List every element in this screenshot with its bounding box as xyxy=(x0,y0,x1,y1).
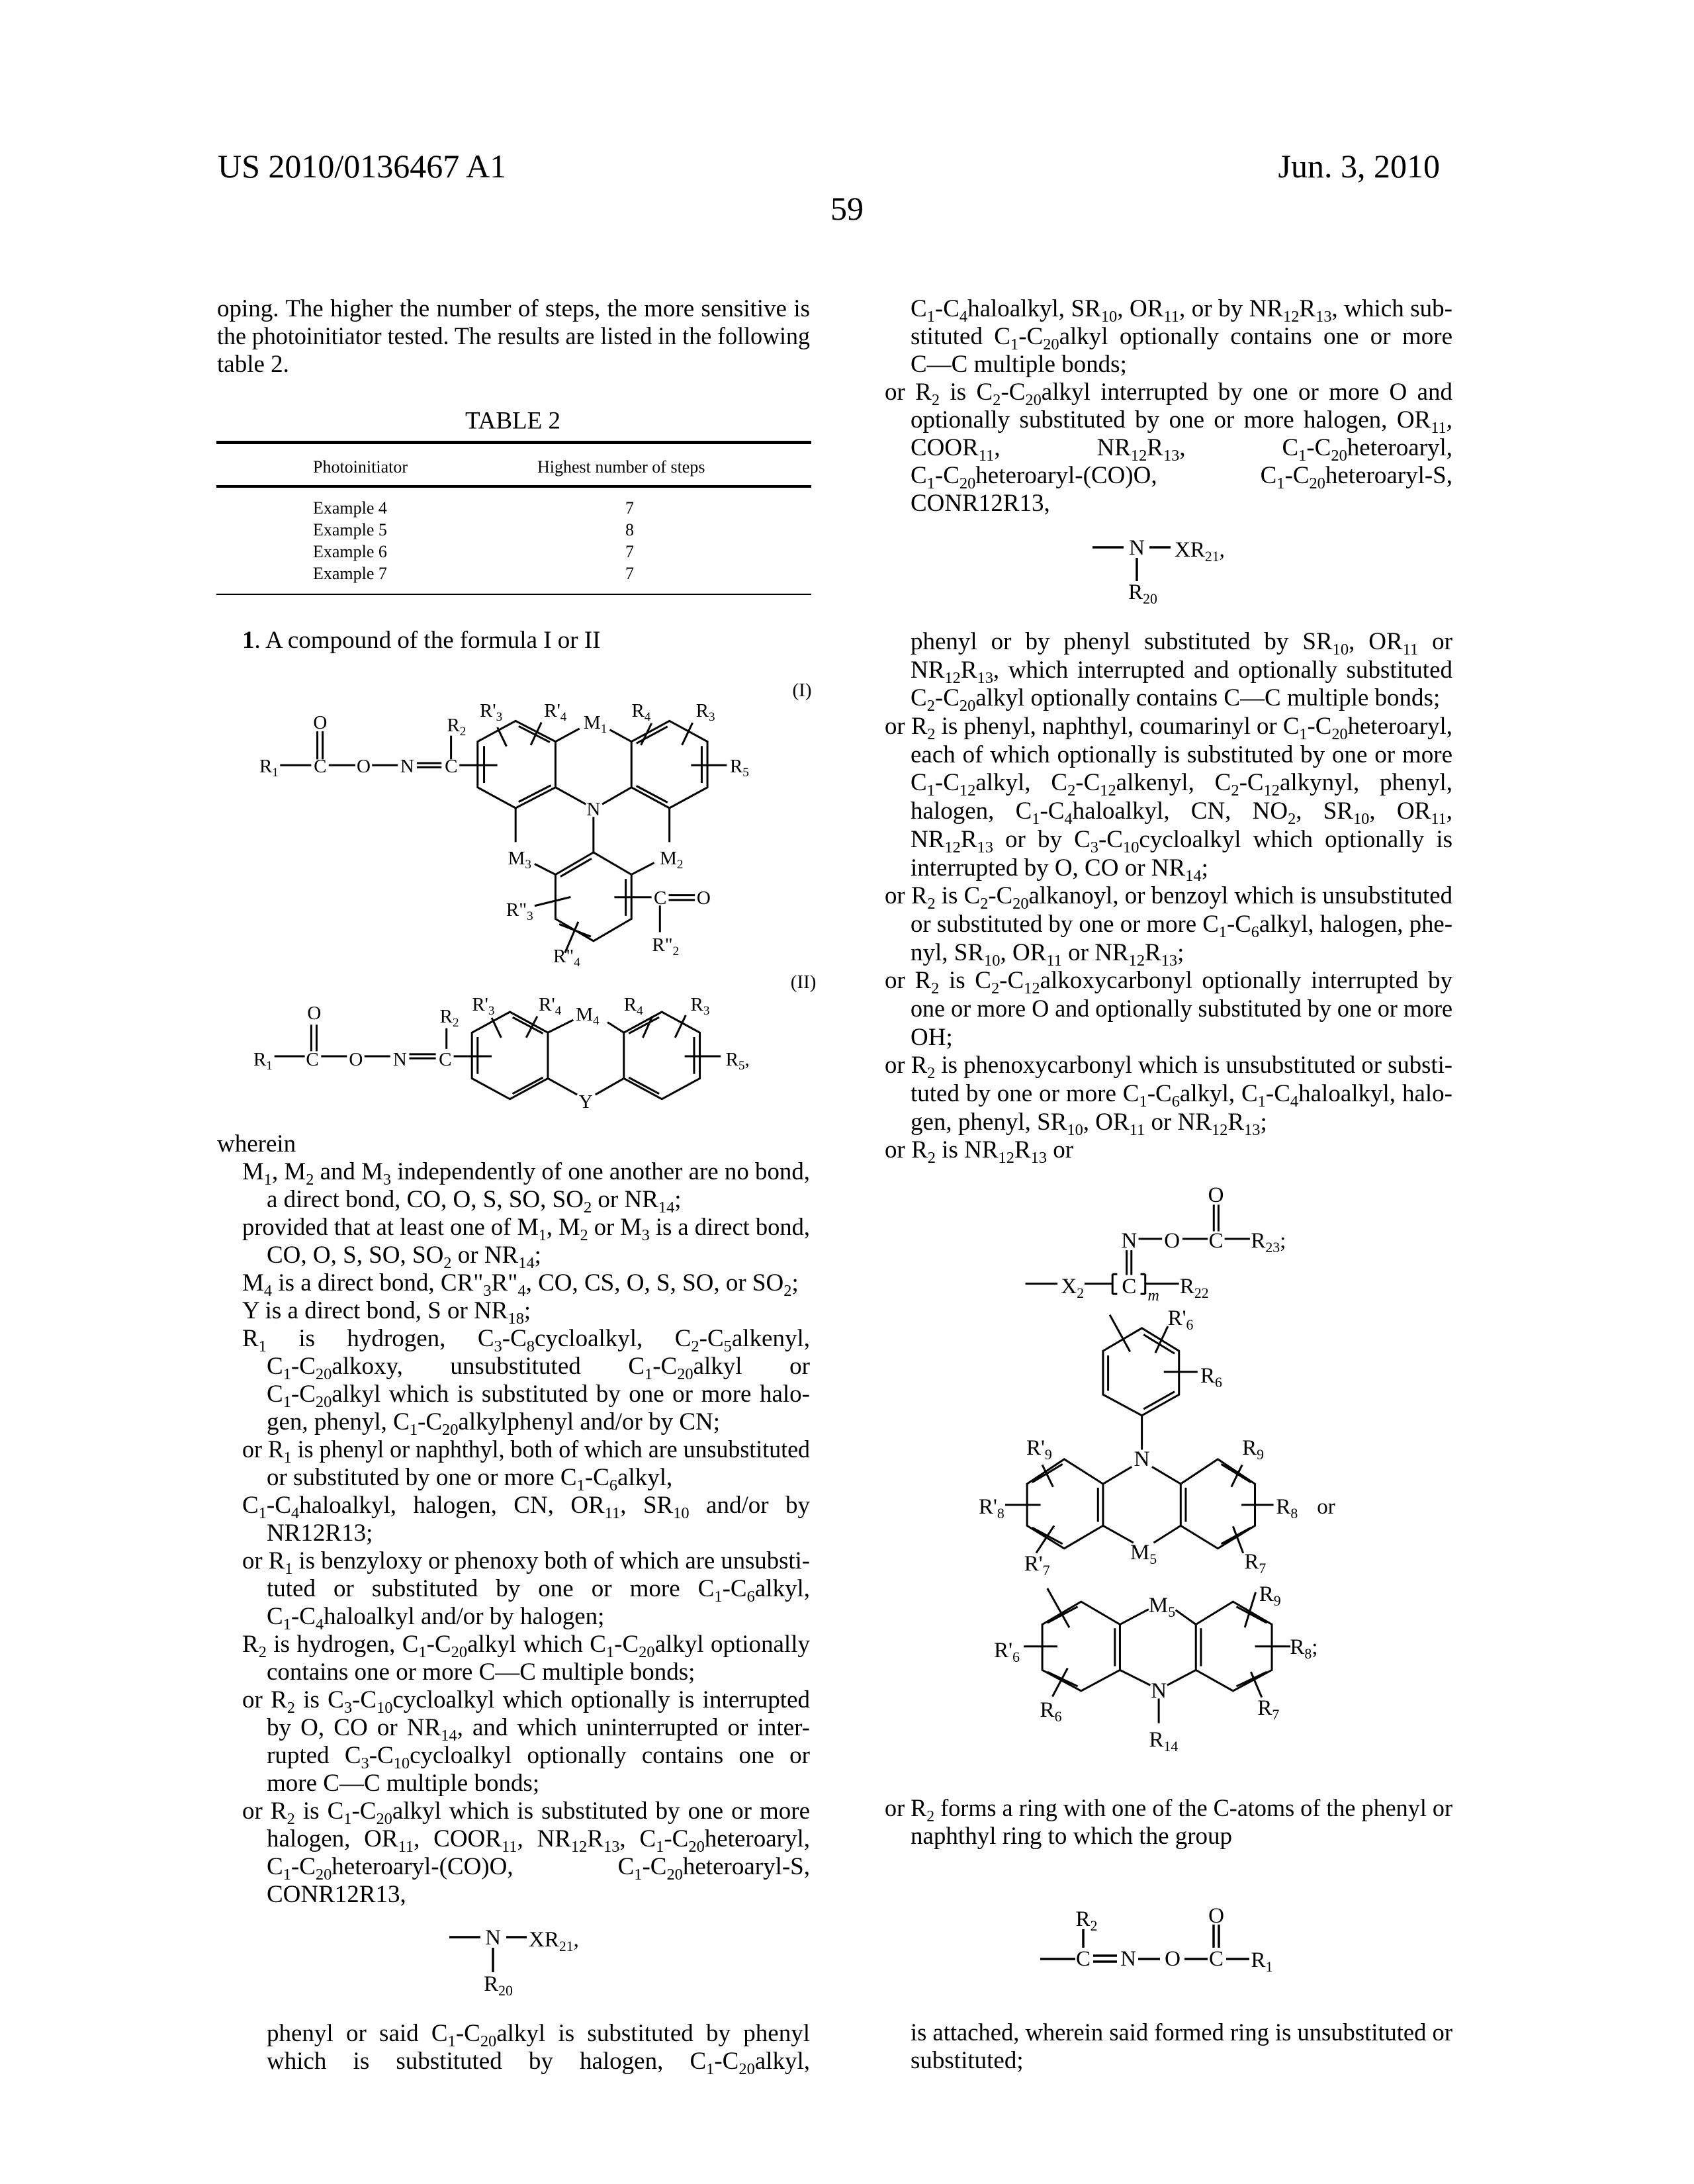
text-line-content: R2 is hydrogen, C1-C20alkyl which C1-C20alkyl optionally xyxy=(242,1631,810,1659)
paragraph xyxy=(217,1158,810,1214)
atom-label: R23; xyxy=(1251,1231,1286,1251)
atom-label: O xyxy=(307,1003,321,1023)
text-line xyxy=(267,1881,810,1909)
claim-1-intro xyxy=(242,627,601,655)
atom-label: XR21, xyxy=(529,1930,579,1950)
paragraph xyxy=(217,1547,810,1631)
repeat-index: m xyxy=(1148,1286,1159,1306)
text-line xyxy=(911,911,1452,939)
text-line-content: C1-C4haloalkyl, halogen, CN, OR11, SR10 and/or by xyxy=(242,1492,810,1520)
text-line xyxy=(242,1297,810,1325)
publication-number: US 2010/0136467 A1 xyxy=(218,147,506,185)
paragraph xyxy=(885,2019,1452,2075)
atom-label: R'4 xyxy=(544,701,566,721)
text-line xyxy=(911,295,1452,323)
atom-label: R'6 xyxy=(1168,1308,1194,1328)
text-line xyxy=(267,1825,810,1853)
claim-number: 1 xyxy=(242,627,255,654)
claim-text: . A compound of the formula I or II xyxy=(255,627,601,654)
paragraph xyxy=(217,1214,810,1269)
atom-label: R6 xyxy=(1200,1366,1222,1386)
atom-label: R6 xyxy=(1040,1700,1062,1720)
text-line xyxy=(911,826,1452,854)
paragraph xyxy=(217,1436,810,1492)
text-line-content: or R2 is C2-C20alkyl interrupted by one or more O and xyxy=(885,379,1452,406)
text-line xyxy=(911,797,1452,826)
text-line-content: OH; xyxy=(911,1024,953,1052)
atom-label: R7 xyxy=(1257,1698,1279,1718)
formula-II-tag: (II) xyxy=(791,972,817,992)
r2-substituent-structures xyxy=(873,1165,1403,1760)
text-line xyxy=(911,939,1452,968)
text-line-content: nyl, SR10, OR11 or NR12R13; xyxy=(911,939,1184,968)
atom-label: R2 xyxy=(1076,1909,1098,1929)
atom-label: C xyxy=(306,1050,318,1069)
text-line-content: Y is a direct bond, S or NR18; xyxy=(242,1297,531,1325)
text-line-content: or R2 is C3-C10cycloalkyl which optionally is interrupted xyxy=(242,1686,810,1714)
atom-label: R7 xyxy=(1244,1552,1266,1572)
text-line xyxy=(242,1325,810,1353)
atom-label: R3 xyxy=(696,701,715,721)
claim-definitions-right-b xyxy=(885,628,1452,1165)
page-number: 59 xyxy=(830,189,864,228)
text-line xyxy=(267,1464,810,1492)
atom-label: R22 xyxy=(1180,1277,1209,1297)
paragraph xyxy=(885,379,1452,518)
atom-label: M3 xyxy=(508,848,531,868)
wherein-label: wherein xyxy=(217,1130,296,1158)
text-line-content: or R2 is NR12R13 or xyxy=(885,1136,1073,1165)
text-line xyxy=(911,769,1452,797)
atom-label: R1 xyxy=(1251,1950,1273,1970)
text-line-content: R1 is hydrogen, C3-C8cycloalkyl, C2-C5alkenyl, xyxy=(242,1325,810,1353)
cell-steps: 8 xyxy=(625,520,634,540)
text-line-content: a direct bond, CO, O, S, SO, SO2 or NR14; xyxy=(267,1186,682,1214)
text-line xyxy=(911,406,1452,434)
paragraph xyxy=(217,1325,810,1436)
text-line-content: or R1 is phenyl or naphthyl, both of which are unsubstituted xyxy=(242,1436,810,1464)
text-line xyxy=(911,323,1452,351)
text-line xyxy=(911,684,1452,713)
text-line-content: contains one or more C—C multiple bonds; xyxy=(267,1659,695,1686)
text-line xyxy=(267,1659,810,1686)
atom-label: R"3 xyxy=(506,900,533,920)
text-line xyxy=(267,1242,810,1269)
text-line-content: halogen, OR11, COOR11, NR12R13, C1-C20heteroaryl, xyxy=(267,1825,810,1853)
atom-label: C xyxy=(314,756,326,776)
atom-label: O xyxy=(313,713,327,733)
atom-label: N xyxy=(1129,538,1145,558)
text-line-content: or R1 is benzyloxy or phenoxy both of which are unsubsti- xyxy=(242,1547,810,1575)
text-line-content: COOR11, NR12R13, C1-C20heteroaryl, xyxy=(911,434,1452,462)
claim-definitions-left-tail xyxy=(217,2020,810,2075)
text-line-content: rupted C3-C10cycloalkyl optionally contains one or xyxy=(267,1742,810,1770)
paragraph xyxy=(885,1136,1452,1165)
text-line xyxy=(242,1214,810,1242)
text-line xyxy=(242,1492,810,1520)
atom-label: R2 xyxy=(440,1007,459,1026)
atom-label: R9 xyxy=(1259,1584,1281,1604)
atom-label: R8 xyxy=(1276,1497,1298,1517)
cell-steps: 7 xyxy=(625,498,634,518)
atom-label: N xyxy=(586,799,600,819)
text-line-content: gen, phenyl, SR10, OR11 or NR12R13; xyxy=(911,1109,1267,1137)
cell-photoinitiator: Example 4 xyxy=(313,498,387,518)
atom-label: R3 xyxy=(691,995,710,1015)
cell-photoinitiator: Example 5 xyxy=(313,520,387,540)
text-line xyxy=(885,1136,1452,1165)
text-line xyxy=(911,854,1452,883)
or-connector: or xyxy=(1317,1497,1335,1517)
text-line-content: CONR12R13, xyxy=(911,490,1050,518)
text-line xyxy=(885,882,1452,911)
paragraph xyxy=(217,1269,810,1297)
text-line xyxy=(911,741,1452,770)
atom-label: R1 xyxy=(259,756,279,776)
cell-photoinitiator: Example 7 xyxy=(313,564,387,584)
text-line xyxy=(885,379,1452,406)
formula-I-tag: (I) xyxy=(793,680,812,700)
text-line xyxy=(267,1770,810,1797)
text-line-content: NR12R13, which interrupted and optionally substituted xyxy=(911,657,1452,685)
paragraph xyxy=(885,628,1452,713)
atom-label: R2 xyxy=(447,715,466,735)
cell-photoinitiator: Example 6 xyxy=(313,542,387,562)
text-line xyxy=(242,1269,810,1297)
atom-label: X2 xyxy=(1061,1277,1084,1297)
paragraph xyxy=(217,295,810,379)
text-line xyxy=(885,967,1452,995)
paragraph xyxy=(885,1795,1452,1850)
text-line-content: C—C multiple bonds; xyxy=(911,351,1127,379)
paragraph xyxy=(217,1797,810,1909)
text-line xyxy=(911,1080,1452,1109)
paragraph xyxy=(217,1297,810,1325)
text-line xyxy=(267,2048,810,2075)
paragraph xyxy=(885,882,1452,967)
text-line-content: or R2 is C2-C12alkoxycarbonyl optionally interrupted by xyxy=(885,967,1452,995)
text-line xyxy=(217,323,810,351)
atom-label: M2 xyxy=(660,848,683,868)
atom-label: R'3 xyxy=(480,701,502,721)
text-line-content: stituted C1-C20alkyl optionally contains one or more xyxy=(911,323,1452,351)
intro-paragraph xyxy=(217,295,810,379)
atom-label: R20 xyxy=(1128,582,1157,602)
atom-label: R'3 xyxy=(472,995,494,1015)
atom-label: O xyxy=(1165,1949,1181,1969)
claim-definitions-right-a xyxy=(885,295,1452,518)
atom-label: R1 xyxy=(253,1050,273,1069)
text-line xyxy=(911,1024,1452,1052)
atom-label: O xyxy=(1164,1231,1180,1251)
text-line-content: optionally substituted by one or more halogen, OR11, xyxy=(911,406,1452,434)
atom-label: R5 xyxy=(730,756,749,776)
text-line xyxy=(242,1547,810,1575)
text-line-content: or R2 is C1-C20alkyl which is substituted by one or more xyxy=(242,1797,810,1825)
text-line-content: is attached, wherein said formed ring is unsubstituted or xyxy=(911,2019,1452,2047)
table-header-steps: Highest number of steps xyxy=(537,457,705,477)
atom-label: O xyxy=(349,1050,363,1069)
claim-definitions-left xyxy=(217,1158,810,1909)
atom-label: O xyxy=(1208,1906,1224,1926)
text-line xyxy=(911,1109,1452,1137)
table-header-photoinitiator: Photoinitiator xyxy=(313,457,408,477)
text-line-content: tuted by one or more C1-C6alkyl, C1-C4haloalkyl, halo- xyxy=(911,1080,1452,1109)
text-line-content: C1-C20alkyl which is substituted by one or more halo- xyxy=(267,1381,810,1408)
text-line xyxy=(217,295,810,323)
text-line-content: M1, M2 and M3 independently of one another are no bond, xyxy=(242,1158,810,1186)
text-line xyxy=(217,351,810,379)
text-line-content: CO, O, S, SO, SO2 or NR14; xyxy=(267,1242,541,1269)
atom-label: XR21, xyxy=(1175,540,1225,560)
claim-definitions-right-c xyxy=(885,1795,1452,1850)
text-line-content: CONR12R13, xyxy=(267,1881,406,1909)
text-line xyxy=(242,1686,810,1714)
formula-bonds xyxy=(212,662,807,1125)
claim-definitions-right-d xyxy=(885,2019,1452,2075)
text-line-content: C1-C4haloalkyl, SR10, OR11, or by NR12R13, which sub- xyxy=(911,295,1452,323)
paragraph xyxy=(885,295,1452,379)
text-line xyxy=(267,1575,810,1603)
atom-label: R"2 xyxy=(652,935,679,955)
text-line xyxy=(267,2020,810,2048)
text-line xyxy=(911,351,1452,379)
text-line xyxy=(267,1853,810,1881)
atom-label: N xyxy=(1120,1949,1136,1969)
paragraph xyxy=(217,1686,810,1797)
text-line-content: phenyl or said C1-C20alkyl is substituted by phenyl xyxy=(267,2020,810,2048)
atom-label: C xyxy=(1209,1949,1224,1969)
cell-steps: 7 xyxy=(625,564,634,584)
text-line xyxy=(911,462,1452,490)
table-header-rule xyxy=(216,485,811,488)
text-line-content: C1-C4haloalkyl and/or by halogen; xyxy=(267,1603,604,1631)
atom-label: N xyxy=(400,756,414,776)
atom-label: C xyxy=(439,1050,451,1069)
text-line-content: oping. The higher the number of steps, the more sensitive is xyxy=(217,295,810,323)
atom-label: R8; xyxy=(1290,1637,1317,1657)
text-line xyxy=(885,713,1452,741)
atom-label: C xyxy=(1076,1949,1091,1969)
text-line-content: provided that at least one of M1, M2 or M3 is a direct bond, xyxy=(242,1214,810,1242)
atom-label: N xyxy=(1134,1449,1150,1469)
paragraph xyxy=(217,1492,810,1547)
text-line xyxy=(242,1158,810,1186)
atom-label: R"4 xyxy=(553,946,580,966)
atom-label: R'4 xyxy=(539,995,561,1015)
atom-label: R4 xyxy=(624,995,643,1015)
text-line-content: C1-C20heteroaryl-(CO)O, C1-C20heteroaryl-S, xyxy=(267,1853,810,1881)
text-line-content: tuted or substituted by one or more C1-C6alkyl, xyxy=(267,1575,810,1603)
atom-label: M5 xyxy=(1130,1543,1157,1563)
atom-label: N xyxy=(485,1928,501,1948)
table-bottom-rule xyxy=(216,594,811,595)
text-line-content: interrupted by O, CO or NR14; xyxy=(911,854,1208,883)
atom-label: C xyxy=(1122,1277,1136,1297)
text-line-content: NR12R13; xyxy=(267,1520,373,1547)
atom-label: R20 xyxy=(484,1974,513,1994)
cell-steps: 7 xyxy=(625,542,634,562)
atom-label: N xyxy=(1121,1231,1137,1251)
text-line-content: table 2. xyxy=(217,351,289,379)
text-line xyxy=(911,657,1452,685)
atom-label: O xyxy=(357,756,371,776)
text-line-content: the photoinitiator tested. The results are listed in the following xyxy=(217,323,810,351)
atom-label: N xyxy=(393,1050,407,1069)
text-line xyxy=(267,1381,810,1408)
atom-label: R14 xyxy=(1149,1730,1179,1750)
text-line-content: one or more O and optionally substituted by one or more xyxy=(911,995,1452,1024)
text-line-content: or R2 is C2-C20alkanoyl, or benzoyl which is unsubstituted xyxy=(885,882,1452,911)
text-line-content: or R2 forms a ring with one of the C-atoms of the phenyl or xyxy=(885,1795,1452,1823)
atom-label: C xyxy=(445,756,457,776)
text-line-content: M4 is a direct bond, CR"3R"4, CO, CS, O, S, SO, or SO2; xyxy=(242,1269,799,1297)
atom-label: M1 xyxy=(584,713,607,733)
text-line xyxy=(267,1353,810,1381)
atom-label: M4 xyxy=(576,1005,599,1024)
text-line-content: C1-C12alkyl, C2-C12alkenyl, C2-C12alkynyl, phenyl, xyxy=(911,769,1452,797)
paragraph xyxy=(217,2020,810,2075)
text-line-content: more C—C multiple bonds; xyxy=(267,1770,539,1797)
text-line-content: gen, phenyl, C1-C20alkylphenyl and/or by CN; xyxy=(267,1408,720,1436)
atom-label: R5, xyxy=(726,1050,750,1069)
text-line xyxy=(885,1052,1452,1080)
table-top-rule xyxy=(216,441,811,444)
text-line-content: phenyl or by phenyl substituted by SR10, OR11 or xyxy=(911,628,1452,657)
text-line-content: or R2 is phenyl, naphthyl, coumarinyl or C1-C20heteroaryl, xyxy=(885,713,1452,741)
text-line xyxy=(885,1795,1452,1823)
text-line xyxy=(267,1520,810,1547)
atom-label: R4 xyxy=(631,701,650,721)
atom-label: O xyxy=(697,888,711,908)
table-title: TABLE 2 xyxy=(465,407,560,435)
text-line-content: C1-C20heteroaryl-(CO)O, C1-C20heteroaryl-S, xyxy=(911,462,1452,490)
text-line-content: or substituted by one or more C1-C6alkyl, halogen, phe- xyxy=(911,911,1452,939)
text-line xyxy=(242,1797,810,1825)
paragraph xyxy=(885,967,1452,1052)
atom-label: M5 xyxy=(1149,1596,1175,1615)
atom-label: C xyxy=(654,888,666,908)
text-line-content: naphthyl ring to which the group xyxy=(911,1823,1232,1850)
atom-label: Y xyxy=(579,1092,593,1112)
text-line xyxy=(911,1823,1452,1850)
text-line-content: C1-C20alkoxy, unsubstituted C1-C20alkyl or xyxy=(267,1353,810,1381)
text-line xyxy=(911,2019,1452,2047)
text-line xyxy=(911,995,1452,1024)
text-line-content: halogen, C1-C4haloalkyl, CN, NO2, SR10, OR11, xyxy=(911,797,1452,826)
text-line-content: each of which optionally is substituted by one or more xyxy=(911,741,1452,770)
text-line xyxy=(911,2047,1452,2075)
text-line-content: NR12R13 or by C3-C10cycloalkyl which optionally is xyxy=(911,826,1452,854)
text-line-content: or R2 is phenoxycarbonyl which is unsubstituted or substi- xyxy=(885,1052,1452,1080)
atom-label: N xyxy=(1151,1681,1167,1701)
text-line xyxy=(267,1714,810,1742)
text-line xyxy=(267,1603,810,1631)
atom-label: O xyxy=(1208,1185,1224,1205)
text-line xyxy=(911,434,1452,462)
atom-label: R9 xyxy=(1242,1438,1264,1458)
text-line-content: or substituted by one or more C1-C6alkyl, xyxy=(267,1464,672,1492)
text-line xyxy=(242,1631,810,1659)
atom-label: R'9 xyxy=(1026,1438,1052,1458)
text-line xyxy=(242,1436,810,1464)
text-line xyxy=(267,1742,810,1770)
text-line-content: by O, CO or NR14, and which uninterrupted or inter- xyxy=(267,1714,810,1742)
atom-label: R'8 xyxy=(979,1497,1004,1517)
text-line xyxy=(267,1186,810,1214)
paragraph xyxy=(217,1631,810,1686)
paragraph xyxy=(885,713,1452,882)
text-line xyxy=(267,1408,810,1436)
publication-date: Jun. 3, 2010 xyxy=(1278,147,1440,185)
atom-label: R'7 xyxy=(1024,1554,1050,1574)
paragraph xyxy=(885,1052,1452,1136)
text-line-content: which is substituted by halogen, C1-C20alkyl, xyxy=(267,2048,810,2075)
text-line-content: substituted; xyxy=(911,2047,1024,2075)
text-line xyxy=(911,628,1452,657)
text-line xyxy=(911,490,1452,518)
atom-label: C xyxy=(1209,1231,1224,1251)
formula-I-II-structures xyxy=(212,662,807,1125)
text-line-content: C2-C20alkyl optionally contains C—C multiple bonds; xyxy=(911,684,1440,713)
atom-label: R'6 xyxy=(994,1641,1020,1661)
